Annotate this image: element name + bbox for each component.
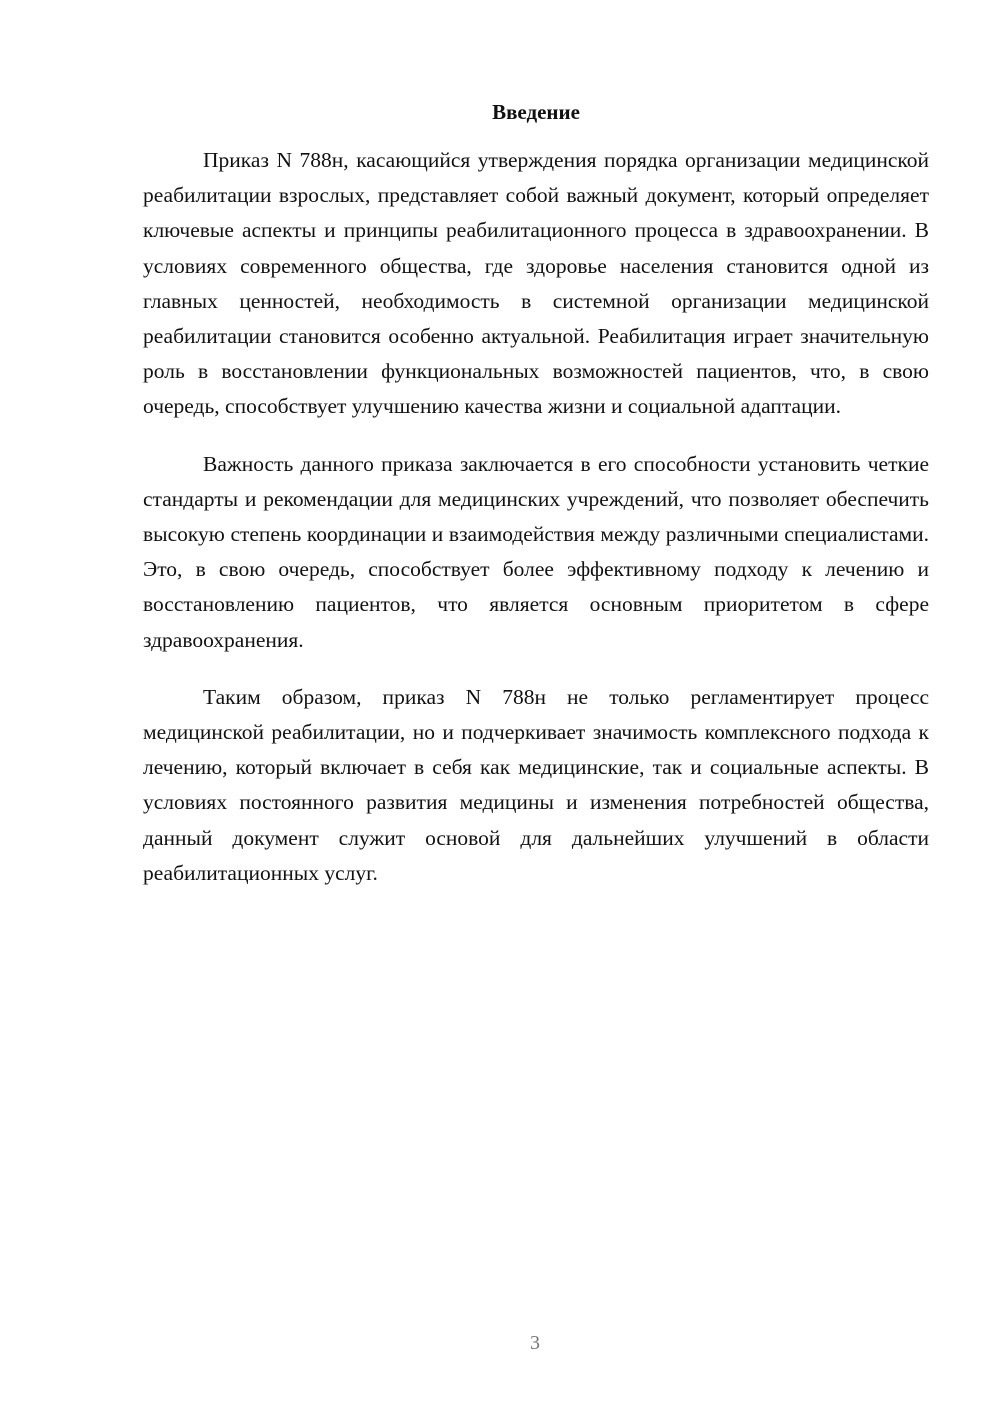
paragraph-3: Таким образом, приказ N 788н не только регламентирует процесс медицинской реабилитации, но и подчеркивает значимость комплексного подхода к лечению, который включает в себя как медицинские, так и социальные аспекты. В условиях постоянного развития медицины и изменения потребностей общества, данный документ служит основой для дальнейших улучшений в области реабилитационных услуг. <box>143 684 929 885</box>
paragraph-2: Важность данного приказа заключается в его способности установить четкие стандарты и рекомендации для медицинских учреждений, что позволяет обеспечить высокую степень координации и взаимодействия между различными специалистами. Это, в свою очередь, способствует более эффективному подходу к лечению и восстановлению пациентов, что является основным приоритетом в сфере здравоохранения. <box>143 451 929 652</box>
page-content <box>143 96 929 891</box>
paragraph-1: Приказ N 788н, касающийся утверждения порядка организации медицинской реабилитации взрослых, представляет собой важный документ, который определяет ключевые аспекты и принципы реабилитационного процесса в здравоохранении. В условиях современного общества, где здоровье населения становится одной из главных ценностей, необходимость в системной организации медицинской реабилитации становится особенно актуальной. Реабилитация играет значительную роль в восстановлении функциональных возможностей пациентов, что, в свою очередь, способствует улучшению качества жизни и социальной адаптации. <box>143 148 929 419</box>
page-number: 3 <box>530 1332 540 1354</box>
section-title: Введение <box>492 100 580 124</box>
